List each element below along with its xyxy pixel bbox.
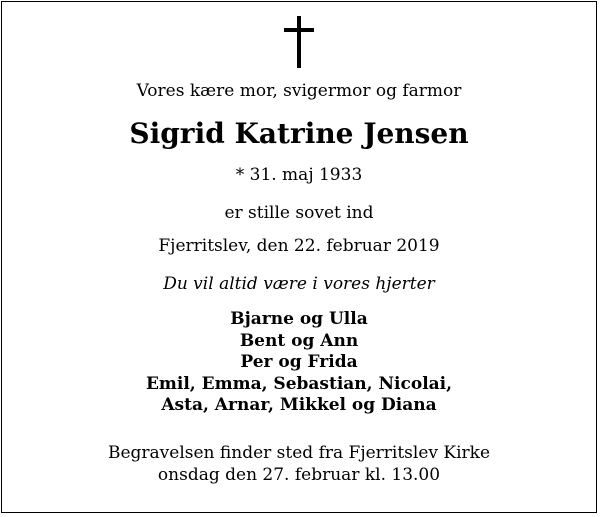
family-line: Asta, Arnar, Mikkel og Diana bbox=[161, 395, 437, 415]
memorial-verse: Du vil altid være i vores hjerter bbox=[163, 274, 435, 294]
obituary-notice bbox=[1, 1, 597, 513]
family-line: Emil, Emma, Sebastian, Nicolai, bbox=[145, 373, 453, 394]
passed-line: er stille sovet ind bbox=[224, 203, 374, 223]
family-line: Bjarne og Ulla bbox=[230, 309, 368, 329]
birth-date: * 31. maj 1933 bbox=[235, 165, 363, 185]
funeral-info bbox=[2, 443, 596, 486]
family-line: Bent og Ann bbox=[239, 330, 359, 351]
deceased-name: Sigrid Katrine Jensen bbox=[129, 117, 469, 150]
family-line: Per og Frida bbox=[240, 352, 358, 372]
cross-icon bbox=[281, 16, 317, 68]
family-list bbox=[2, 309, 596, 417]
funeral-time: onsdag den 27. februar kl. 13.00 bbox=[157, 464, 441, 485]
place-and-date: Fjerritslev, den 22. februar 2019 bbox=[158, 236, 440, 256]
funeral-location: Begravelsen finder sted fra Fjerritslev Kirke bbox=[107, 443, 491, 463]
intro-line: Vores kære mor, svigermor og farmor bbox=[136, 81, 462, 101]
